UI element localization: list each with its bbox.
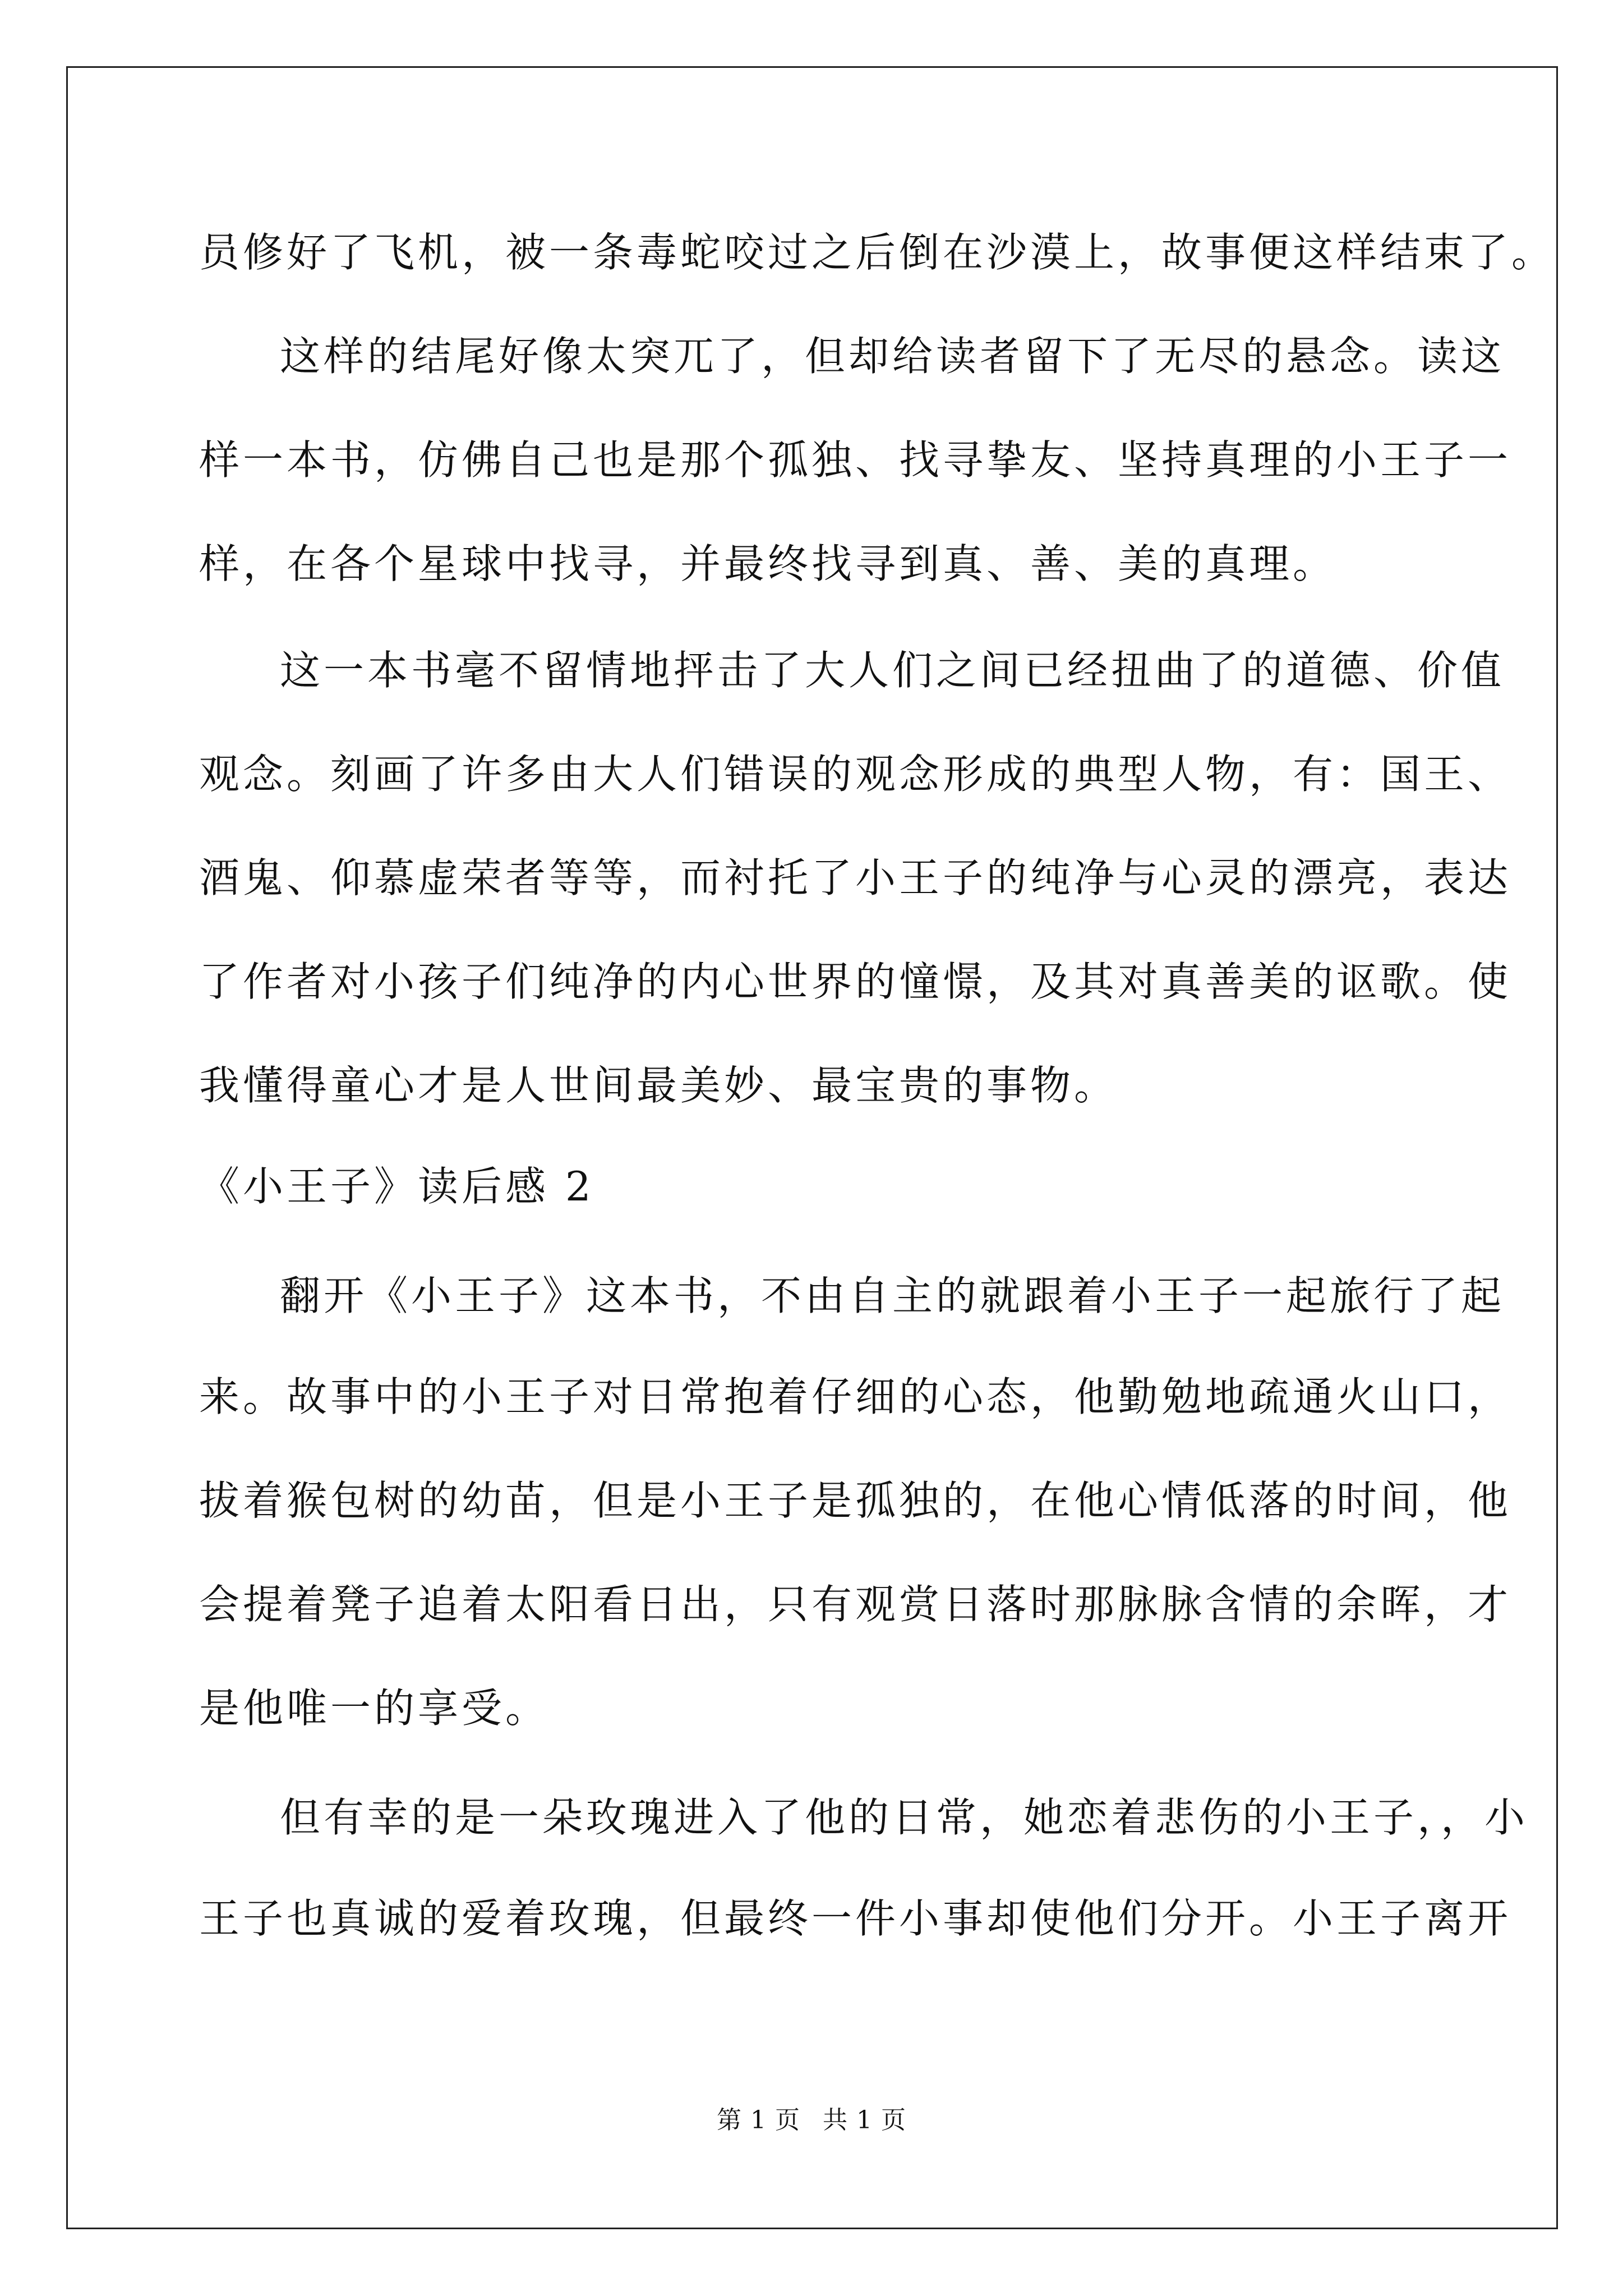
text-line: 来。故事中的小王子对日常抱着仔细的心态，他勤勉地疏通火山口， (199, 1373, 1512, 1420)
text-line: 样一本书，仿佛自己也是那个孤独、找寻挚友、坚持真理的小王子一 (199, 436, 1512, 484)
text-line: 王子也真诚的爱着玫瑰，但最终一件小事却使他们分开。小王子离开 (199, 1895, 1512, 1942)
text-line: 这样的结尾好像太突兀了，但却给读者留下了无尽的悬念。读这 (280, 333, 1505, 380)
text-line: 员修好了飞机，被一条毒蛇咬过之后倒在沙漠上，故事便这样结束了。 (199, 229, 1556, 276)
text-line: 翻开《小王子》这本书，不由自主的就跟着小王子一起旅行了起 (280, 1272, 1505, 1319)
text-line: 拔着猴包树的幼苗，但是小王子是孤独的，在他心情低落的时间，他 (199, 1477, 1512, 1524)
text-line: 了作者对小孩子们纯净的内心世界的憧憬，及其对真善美的讴歌。使 (199, 958, 1512, 1005)
text-line: 是他唯一的享受。 (199, 1685, 550, 1732)
text-line: 酒鬼、仰慕虚荣者等等，而衬托了小王子的纯净与心灵的漂亮，表达 (199, 854, 1512, 901)
text-line: 会提着凳子追着太阳看日出，只有观赏日落时那脉脉含情的余晖，才 (199, 1581, 1512, 1628)
page-number: 第 1 页 (717, 2106, 800, 2134)
section-title: 《小王子》读后感 2 (199, 1163, 594, 1210)
text-line: 样，在各个星球中找寻，并最终找寻到真、善、美的真理。 (199, 540, 1337, 587)
text-line: 我懂得童心才是人世间最美妙、最宝贵的事物。 (199, 1062, 1118, 1109)
page-total: 共 1 页 (823, 2106, 906, 2134)
page-footer (0, 2104, 1623, 2137)
text-line: 这一本书毫不留情地抨击了大人们之间已经扭曲了的道德、价值 (280, 647, 1505, 694)
text-line: 观念。刻画了许多由大人们错误的观念形成的典型人物，有：国王、 (199, 751, 1512, 798)
text-line: 但有幸的是一朵玫瑰进入了他的日常，她恋着悲伤的小王子，，小 (280, 1794, 1529, 1841)
